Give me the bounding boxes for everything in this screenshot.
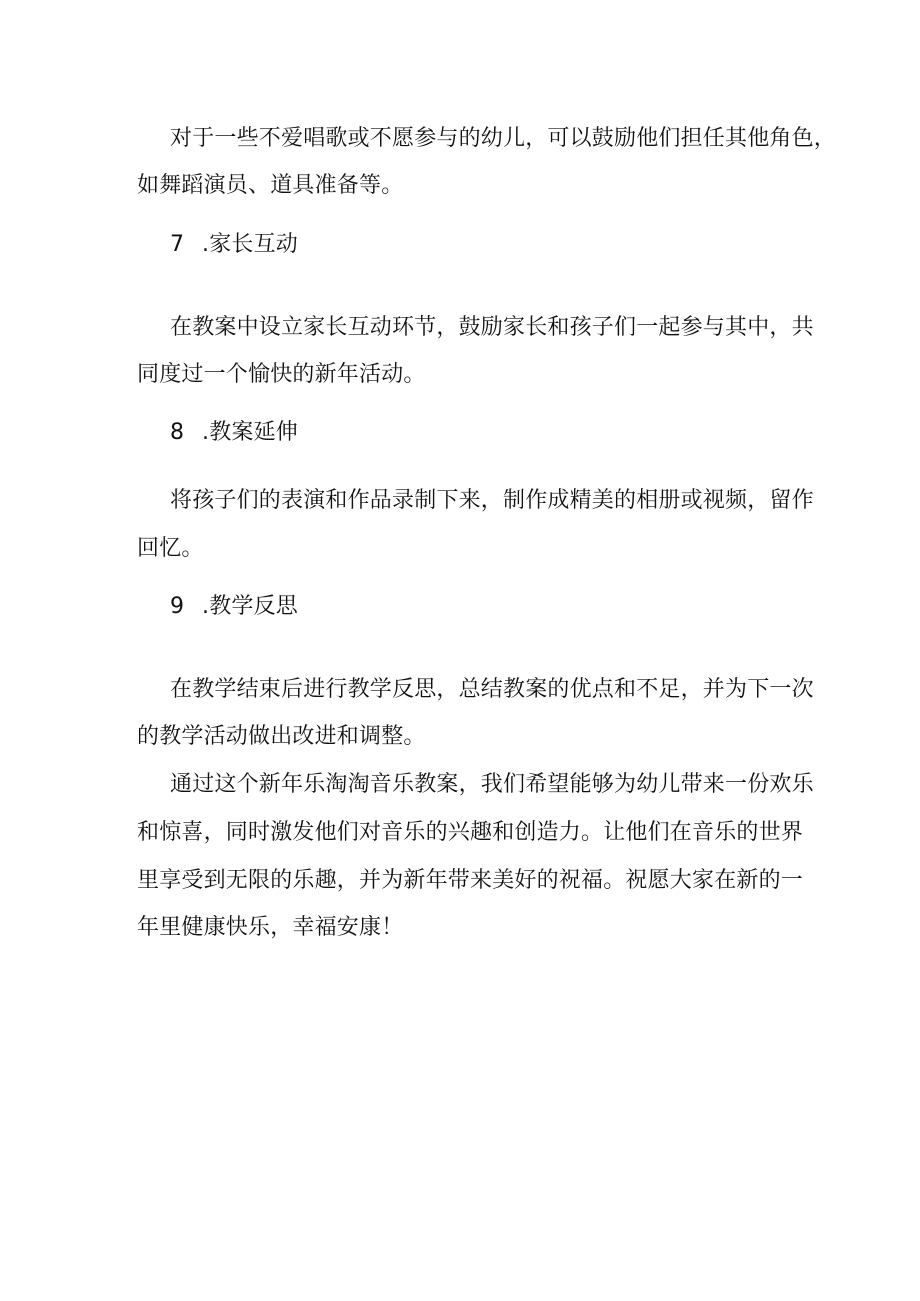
section-number: 7 (170, 232, 185, 257)
paragraph-line: 里享受到无限的乐趣，并为新年带来美好的祝福。祝愿大家在新的一 (137, 868, 804, 893)
paragraph-line: 通过这个新年乐淘淘音乐教案，我们希望能够为幼儿带来一份欢乐 (170, 772, 814, 797)
paragraph-line: 的教学活动做出改进和调整。 (137, 724, 426, 749)
section-title: .教学反思 (202, 594, 298, 619)
section-title: .教案延伸 (202, 420, 298, 445)
paragraph-line: 同度过一个愉快的新年活动。 (137, 362, 426, 387)
section-heading-7 (170, 230, 298, 260)
paragraph-line: 和惊喜，同时激发他们对音乐的兴趣和创造力。让他们在音乐的世界 (137, 820, 804, 845)
section-title: .家长互动 (202, 232, 298, 257)
section-number: 9 (170, 594, 185, 619)
paragraph-line: 在教学结束后进行教学反思，总结教案的优点和不足，并为下一次 (170, 677, 814, 702)
section-heading-8 (170, 418, 298, 448)
paragraph-line: 年里健康快乐，幸福安康！ (137, 915, 404, 940)
paragraph-line: 将孩子们的表演和作品录制下来，制作成精美的相册或视频，留作 (170, 488, 814, 513)
paragraph-line: 如舞蹈演员、道具准备等。 (137, 173, 404, 198)
section-number: 8 (170, 420, 185, 445)
paragraph-line: 在教案中设立家长互动环节，鼓励家长和孩子们一起参与其中，共 (170, 315, 814, 340)
paragraph-line: 回忆。 (137, 536, 204, 561)
section-heading-9 (170, 592, 298, 622)
paragraph-line: 对于一些不爱唱歌或不愿参与的幼儿，可以鼓励他们担任其他角色， (170, 126, 837, 151)
